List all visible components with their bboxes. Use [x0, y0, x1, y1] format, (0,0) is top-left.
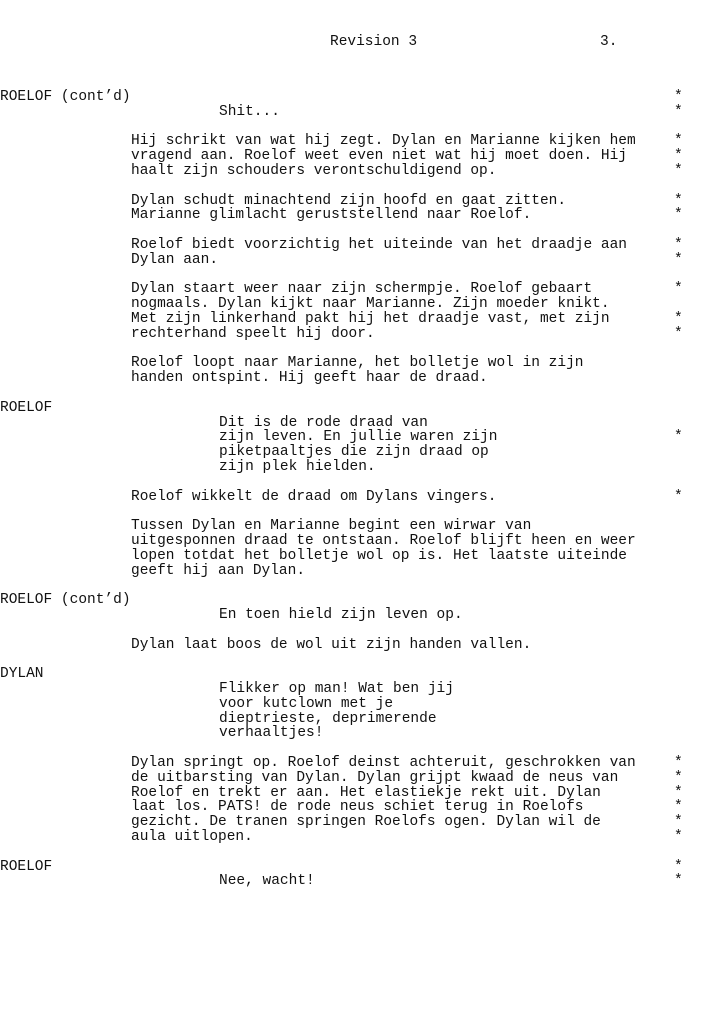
character-text: DYLAN: [0, 666, 44, 683]
action-line: [0, 238, 724, 253]
character-text: ROELOF (cont’d): [0, 592, 131, 609]
revision-asterisk: *: [674, 488, 683, 505]
action-line: [0, 208, 724, 223]
revision-asterisk: *: [674, 429, 683, 446]
revision-asterisk: *: [674, 325, 683, 342]
revision-asterisk: *: [674, 207, 683, 224]
action-text: Roelof en trekt er aan. Het elastiekje rekt uit. Dylan: [131, 784, 601, 801]
action-text: lopen totdat het bolletje wol op is. Het laatste uiteinde: [131, 547, 627, 564]
action-line: [0, 638, 724, 653]
action-text: rechterhand speelt hij door.: [131, 325, 375, 342]
action-text: gezicht. De tranen springen Roelofs ogen. Dylan wil de: [131, 814, 601, 831]
character-line: [0, 90, 724, 105]
character-text: ROELOF: [0, 399, 53, 416]
action-line: [0, 371, 724, 386]
revision-asterisk: *: [674, 281, 683, 298]
action-line: [0, 800, 724, 815]
action-line: [0, 490, 724, 505]
revision-asterisk: *: [674, 311, 683, 327]
dialogue-text: Flikker op man! Wat ben jij: [219, 681, 454, 697]
action-line: [0, 164, 724, 179]
action-text: uitgesponnen draad te ontstaan. Roelof blijft heen en weer: [131, 533, 636, 549]
action-line: [0, 134, 724, 149]
action-text: laat los. PATS! de rode neus schiet terug in Roelofs: [131, 799, 584, 816]
revision-asterisk: *: [674, 148, 683, 165]
action-text: Roelof biedt voorzichtig het uiteinde van het draadje aan: [131, 237, 627, 253]
character-line: [0, 860, 724, 875]
revision-asterisk: *: [674, 89, 683, 105]
dialogue-line: [0, 697, 724, 712]
revision-asterisk: *: [674, 769, 683, 786]
action-line: [0, 564, 724, 579]
dialogue-line: [0, 682, 724, 697]
dialogue-text: Shit...: [219, 103, 280, 120]
action-line: [0, 194, 724, 209]
action-line: [0, 282, 724, 297]
revision-asterisk: *: [674, 799, 683, 816]
revision-asterisk: *: [674, 755, 683, 771]
action-text: vragend aan. Roelof weet even niet wat hij moet doen. Hij: [131, 148, 627, 165]
dialogue-line: [0, 430, 724, 445]
dialogue-line: [0, 460, 724, 475]
action-text: Tussen Dylan en Marianne begint een wirwar van: [131, 518, 532, 535]
revision-asterisk: *: [674, 873, 683, 890]
revision-asterisk: *: [674, 192, 683, 209]
dialogue-text: verhaaltjes!: [219, 725, 324, 742]
action-text: Dylan staart weer naar zijn schermpje. Roelof gebaart: [131, 281, 593, 298]
dialogue-line: [0, 416, 724, 431]
revision-asterisk: *: [674, 829, 683, 845]
action-text: aula uitlopen.: [131, 829, 253, 845]
action-text: Dylan springt op. Roelof deinst achteruit, geschrokken van: [131, 755, 636, 771]
dialogue-line: [0, 608, 724, 623]
action-line: [0, 549, 724, 564]
page-number: 3.: [600, 34, 618, 50]
revision-asterisk: *: [674, 784, 683, 801]
action-text: geeft hij aan Dylan.: [131, 562, 306, 579]
action-text: Hij schrikt van wat hij zegt. Dylan en Marianne kijken hem: [131, 133, 636, 150]
action-text: de uitbarsting van Dylan. Dylan grijpt kwaad de neus van: [131, 769, 619, 786]
action-line: [0, 815, 724, 830]
action-line: [0, 519, 724, 534]
dialogue-line: [0, 874, 724, 889]
dialogue-text: piketpaaltjes die zijn draad op: [219, 444, 489, 461]
action-line: [0, 149, 724, 164]
character-line: [0, 593, 724, 608]
dialogue-line: [0, 105, 724, 120]
character-text: ROELOF: [0, 858, 53, 875]
action-text: Dylan laat boos de wol uit zijn handen vallen.: [131, 636, 532, 653]
action-line: [0, 253, 724, 268]
character-line: [0, 401, 724, 416]
dialogue-text: Nee, wacht!: [219, 873, 315, 890]
dialogue-text: zijn leven. En jullie waren zijn: [219, 429, 498, 446]
revision-asterisk: *: [674, 103, 683, 120]
action-text: nogmaals. Dylan kijkt naar Marianne. Zijn moeder knikt.: [131, 296, 610, 313]
action-text: Roelof loopt naar Marianne, het bolletje wol in zijn: [131, 355, 584, 372]
dialogue-line: [0, 712, 724, 727]
dialogue-text: voor kutclown met je: [219, 695, 394, 712]
revision-asterisk: *: [674, 163, 683, 179]
dialogue-line: [0, 445, 724, 460]
character-text: ROELOF (cont’d): [0, 89, 131, 105]
action-text: Dylan schudt minachtend zijn hoofd en gaat zitten.: [131, 192, 567, 209]
action-line: [0, 312, 724, 327]
action-text: Met zijn linkerhand pakt hij het draadje vast, met zijn: [131, 311, 610, 327]
dialogue-text: En toen hield zijn leven op.: [219, 607, 463, 623]
dialogue-line: [0, 726, 724, 741]
action-line: [0, 786, 724, 801]
action-line: [0, 756, 724, 771]
action-text: haalt zijn schouders verontschuldigend op.: [131, 163, 497, 179]
action-text: Dylan aan.: [131, 251, 219, 268]
dialogue-text: dieptrieste, deprimerende: [219, 710, 437, 727]
dialogue-text: Dit is de rode draad van: [219, 414, 428, 431]
action-line: [0, 830, 724, 845]
action-line: [0, 327, 724, 342]
revision-asterisk: *: [674, 133, 683, 150]
action-line: [0, 356, 724, 371]
character-line: [0, 667, 724, 682]
action-text: handen ontspint. Hij geeft haar de draad.: [131, 370, 488, 387]
dialogue-text: zijn plek hielden.: [219, 459, 376, 475]
revision-asterisk: *: [674, 814, 683, 831]
action-line: [0, 534, 724, 549]
revision-asterisk: *: [674, 858, 683, 875]
revision-label: Revision 3: [330, 34, 418, 50]
action-line: [0, 771, 724, 786]
revision-asterisk: *: [674, 237, 683, 253]
action-line: [0, 297, 724, 312]
action-text: Marianne glimlacht geruststellend naar Roelof.: [131, 207, 532, 224]
revision-asterisk: *: [674, 251, 683, 268]
action-text: Roelof wikkelt de draad om Dylans vingers.: [131, 488, 497, 505]
